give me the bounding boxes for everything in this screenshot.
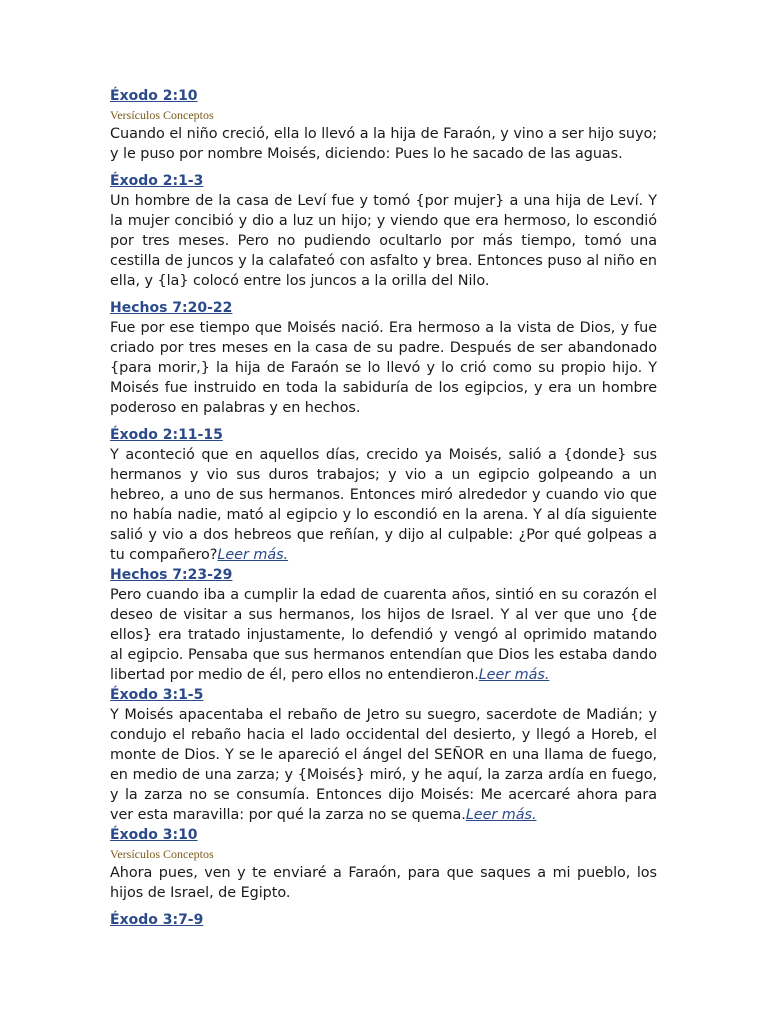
verse-entry	[110, 825, 657, 903]
verse-entry	[110, 685, 657, 825]
verse-text-body: Y aconteció que en aquellos días, crecido ya Moisés, salió a {donde} sus hermanos y vio sus duros trabajos; y vio a un egipcio golpeando a un hebreo, a uno de sus hermanos. Entonces miró alrededor y cuando vio que no había nadie, mató al egipcio y lo escondió en la arena. Y al día siguiente salió y vio a dos hebreos que reñían, y dijo al culpable: ¿Por qué golpeas a tu compañero?	[110, 447, 657, 563]
verse-text	[110, 705, 657, 825]
verse-entry	[110, 298, 657, 418]
verse-entry	[110, 86, 657, 164]
verse-entry	[110, 425, 657, 565]
verse-reference-link[interactable]: Hechos 7:20-22	[110, 300, 233, 316]
verse-reference-link[interactable]: Éxodo 2:1-3	[110, 173, 204, 189]
concepts-label: Versículos Conceptos	[110, 108, 214, 122]
verse-reference-link[interactable]: Hechos 7:23-29	[110, 567, 233, 583]
verse-reference-link[interactable]: Éxodo 3:10	[110, 827, 198, 843]
read-more-link[interactable]: Leer más.	[465, 807, 537, 823]
document-page	[110, 86, 657, 930]
verse-reference-link[interactable]: Éxodo 3:1-5	[110, 687, 204, 703]
verse-entry	[110, 910, 657, 930]
read-more-link[interactable]: Leer más.	[478, 667, 550, 683]
verse-text	[110, 585, 657, 685]
verse-text: Fue por ese tiempo que Moisés nació. Era hermoso a la vista de Dios, y fue criado por tres meses en la casa de su padre. Después de ser abandonado {para morir,} la hija de Faraón se lo llevó y lo crió como su propio hijo. Y Moisés fue instruido en toda la sabiduría de los egipcios, y era un hombre poderoso en palabras y en hechos.	[110, 320, 657, 416]
verse-text: Un hombre de la casa de Leví fue y tomó {por mujer} a una hija de Leví. Y la mujer concibió y dio a luz un hijo; y viendo que era hermoso, lo escondió por tres meses. Pero no pudiendo ocultarlo por más tiempo, tomó una cestilla de juncos y la calafateó con asfalto y brea. Entonces puso al niño en ella, y {la} colocó entre los juncos a la orilla del Nilo.	[110, 193, 657, 289]
verse-text-body: Y Moisés apacentaba el rebaño de Jetro su suegro, sacerdote de Madián; y condujo el rebaño hacia el lado occidental del desierto, y llegó a Horeb, el monte de Dios. Y se le apareció el ángel del SEÑOR en una llama de fuego, en medio de una zarza; y {Moisés} miró, y he aquí, la zarza ardía en fuego, y la zarza no se consumía. Entonces dijo Moisés: Me acercaré ahora para ver esta maravilla: por qué la zarza no se quema.	[110, 707, 657, 823]
verse-reference-link[interactable]: Éxodo 2:11-15	[110, 427, 223, 443]
verse-text	[110, 445, 657, 565]
read-more-link[interactable]: Leer más.	[217, 547, 289, 563]
verse-text-body: Pero cuando iba a cumplir la edad de cuarenta años, sintió en su corazón el deseo de visitar a sus hermanos, los hijos de Israel. Y al ver que uno {de ellos} era tratado injustamente, lo defendió y vengó al oprimido matando al egipcio. Pensaba que sus hermanos entendían que Dios les estaba dando libertad por medio de él, pero ellos no entendieron.	[110, 587, 657, 683]
verse-entry	[110, 565, 657, 685]
verse-entry	[110, 171, 657, 291]
concepts-label: Versículos Conceptos	[110, 847, 214, 861]
verse-reference-link[interactable]: Éxodo 3:7-9	[110, 912, 204, 928]
verse-text: Cuando el niño creció, ella lo llevó a la hija de Faraón, y vino a ser hijo suyo; y le puso por nombre Moisés, diciendo: Pues lo he sacado de las aguas.	[110, 126, 657, 162]
verse-text: Ahora pues, ven y te enviaré a Faraón, para que saques a mi pueblo, los hijos de Israel, de Egipto.	[110, 865, 657, 901]
verse-reference-link[interactable]: Éxodo 2:10	[110, 88, 198, 104]
